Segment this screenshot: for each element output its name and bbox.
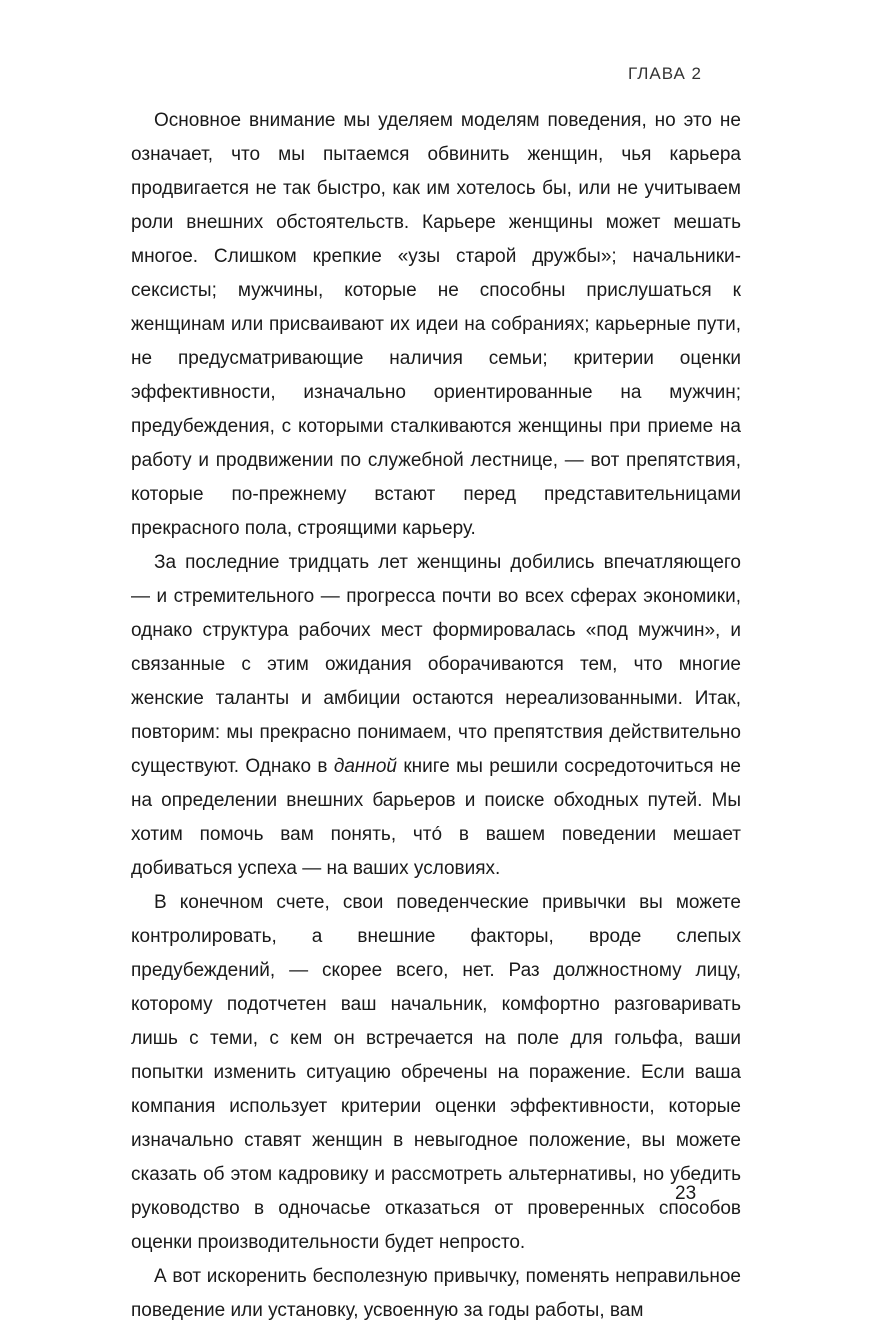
chapter-running-head: ГЛАВА 2 [627, 64, 702, 83]
paragraph-4: А вот искоренить бесполезную привычку, поменять неправильное поведение или установку, усвоенную за годы работы, вам [131, 1266, 741, 1321]
paragraph-1: Основное внимание мы уделяем моделям поведения, но это не означает, что мы пытаемся обвинить женщин, чья карьера продвигается не так быстро, как им хотелось бы, или не учитываем роли внешних обстоятельств. Карьере женщины может мешать многое. Слишком крепкие «узы старой дружбы»; начальники-сексисты; мужчины, которые не способны прислушаться к женщинам или присваивают их идеи на собраниях; карьерные пути, не предусматривающие наличия семьи; критерии оценки эффективности, изначально ориентированные на мужчин; предубеждения, с которыми сталкиваются женщины при приеме на работу и продвижении по служебной лестнице, — вот препятствия, которые по-прежнему встают перед представительницами прекрасного пола, строящими карьеру. [131, 110, 741, 539]
paragraph-2-part-2: книге мы решили сосредоточиться не на определении внешних барьеров и поиске обходных путей. Мы хотим помочь вам понять, чтó в вашем поведении мешает добиваться успеха — на ваших условиях. [131, 756, 741, 879]
paragraph-3: В конечном счете, свои поведенческие привычки вы можете контролировать, а внешние факторы, вроде слепых предубеждений, — скорее всего, нет. Раз должностному лицу, которому подотчетен ваш начальник, комфортно разговаривать лишь с теми, с кем он встречается на поле для гольфа, ваши попытки изменить ситуацию обречены на поражение. Если ваша компания использует критерии оценки эффективности, которые изначально ставят женщин в невыгодное положение, вы можете сказать об этом кадровику и рассмотреть альтернативы, но убедить руководство в одночасье отказаться от проверенных способов оценки производительности будет непросто. [131, 892, 741, 1253]
paragraph-2-part-1: За последние тридцать лет женщины добились впечатляющего — и стремительного — прогресса почти во всех сферах экономики, однако структура рабочих мест формировалась «под мужчин», и связанные с этим ожидания оборачиваются тем, что многие женские таланты и амбиции остаются нереализованными. Итак, повторим: мы прекрасно понимаем, что препятствия действительно существуют. Однако в [131, 552, 741, 777]
italic-emphasis: данной [333, 756, 397, 777]
page-number: 23 [675, 1183, 697, 1204]
paragraph-2 [131, 546, 741, 886]
